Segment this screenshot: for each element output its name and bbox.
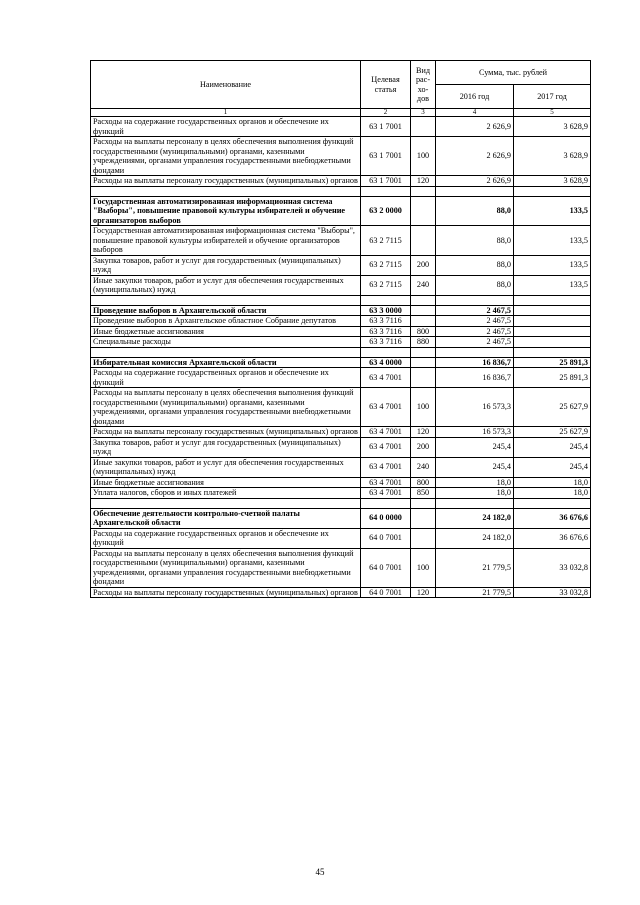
row-2017: 245,4 bbox=[514, 437, 591, 457]
row-type bbox=[411, 226, 436, 256]
row-2017: 3 628,9 bbox=[514, 137, 591, 176]
row-name: Расходы на выплаты персоналу государственных (муниципальных) органов bbox=[91, 427, 361, 438]
row-2016: 24 182,0 bbox=[436, 528, 514, 548]
row-type: 100 bbox=[411, 548, 436, 587]
row-type: 120 bbox=[411, 587, 436, 598]
index-cell: 5 bbox=[514, 109, 591, 117]
row-code: 63 4 7001 bbox=[361, 368, 411, 388]
row-2016: 2 626,9 bbox=[436, 176, 514, 187]
row-2017: 133,5 bbox=[514, 275, 591, 295]
row-name: Иные закупки товаров, работ и услуг для обеспечения государственных (муниципальных) нужд bbox=[91, 275, 361, 295]
row-name: Обеспечение деятельности контрольно-счетной палаты Архангельской области bbox=[91, 508, 361, 528]
row-2016: 24 182,0 bbox=[436, 508, 514, 528]
table-row bbox=[91, 196, 591, 226]
table-row bbox=[91, 437, 591, 457]
row-2017: 3 628,9 bbox=[514, 176, 591, 187]
row-type: 850 bbox=[411, 488, 436, 499]
row-2016: 16 573,3 bbox=[436, 388, 514, 427]
row-2017: 36 676,6 bbox=[514, 528, 591, 548]
row-2017 bbox=[514, 337, 591, 348]
budget-table bbox=[90, 60, 591, 598]
table-row bbox=[91, 275, 591, 295]
table-row bbox=[91, 255, 591, 275]
table-row bbox=[91, 587, 591, 598]
header-row bbox=[91, 61, 591, 85]
row-2017: 25 627,9 bbox=[514, 427, 591, 438]
row-2017: 25 891,3 bbox=[514, 368, 591, 388]
row-2016: 16 573,3 bbox=[436, 427, 514, 438]
row-name: Проведение выборов в Архангельское областное Собрание депутатов bbox=[91, 316, 361, 327]
table-row bbox=[91, 305, 591, 316]
row-name: Расходы на содержание государственных органов и обеспечение их функций bbox=[91, 368, 361, 388]
table-row bbox=[91, 176, 591, 187]
row-type bbox=[411, 196, 436, 226]
row-type bbox=[411, 508, 436, 528]
row-2017: 18,0 bbox=[514, 477, 591, 488]
row-type bbox=[411, 357, 436, 368]
row-code: 63 4 0000 bbox=[361, 357, 411, 368]
header-code: Целевая статья bbox=[361, 61, 411, 109]
spacer-row bbox=[91, 498, 591, 508]
row-2017: 133,5 bbox=[514, 196, 591, 226]
row-2016: 245,4 bbox=[436, 457, 514, 477]
row-name: Расходы на содержание государственных органов и обеспечение их функций bbox=[91, 117, 361, 137]
index-row bbox=[91, 109, 591, 117]
row-type: 200 bbox=[411, 437, 436, 457]
row-2016: 88,0 bbox=[436, 275, 514, 295]
row-code: 63 1 7001 bbox=[361, 137, 411, 176]
row-name: Иные закупки товаров, работ и услуг для обеспечения государственных (муниципальных) нужд bbox=[91, 457, 361, 477]
row-2017: 33 032,8 bbox=[514, 587, 591, 598]
row-type bbox=[411, 528, 436, 548]
table-row bbox=[91, 548, 591, 587]
spacer-row bbox=[91, 347, 591, 357]
table-row bbox=[91, 488, 591, 499]
row-name: Расходы на выплаты персоналу в целях обеспечения выполнения функций государственными (муниципальными) органами, казенными учреждениями, органами управления государственными внебюджетными фондами bbox=[91, 137, 361, 176]
row-type: 240 bbox=[411, 457, 436, 477]
row-code: 63 3 7116 bbox=[361, 316, 411, 327]
table-row bbox=[91, 427, 591, 438]
row-2017 bbox=[514, 316, 591, 327]
row-name: Расходы на выплаты персоналу государственных (муниципальных) органов bbox=[91, 587, 361, 598]
row-2016: 2 626,9 bbox=[436, 117, 514, 137]
row-code: 63 4 7001 bbox=[361, 427, 411, 438]
row-2017: 133,5 bbox=[514, 226, 591, 256]
row-type: 120 bbox=[411, 427, 436, 438]
row-name: Расходы на выплаты персоналу в целях обеспечения выполнения функций государственными (муниципальными) органами, казенными учреждениями, органами управления государственными внебюджетными фондами bbox=[91, 548, 361, 587]
row-2016: 2 467,5 bbox=[436, 337, 514, 348]
row-2016: 2 626,9 bbox=[436, 137, 514, 176]
row-type: 100 bbox=[411, 137, 436, 176]
row-type bbox=[411, 117, 436, 137]
row-code: 63 3 7116 bbox=[361, 326, 411, 337]
table-row bbox=[91, 117, 591, 137]
row-2017: 133,5 bbox=[514, 255, 591, 275]
row-code: 63 2 7115 bbox=[361, 255, 411, 275]
row-name: Закупка товаров, работ и услуг для государственных (муниципальных) нужд bbox=[91, 255, 361, 275]
row-code: 64 0 7001 bbox=[361, 548, 411, 587]
spacer-row bbox=[91, 186, 591, 196]
table-row bbox=[91, 477, 591, 488]
page-number: 45 bbox=[315, 867, 325, 877]
row-2017 bbox=[514, 305, 591, 316]
header-year-2016: 2016 год bbox=[436, 85, 514, 109]
row-2017: 25 627,9 bbox=[514, 388, 591, 427]
row-2016: 2 467,5 bbox=[436, 305, 514, 316]
row-name: Расходы на содержание государственных органов и обеспечение их функций bbox=[91, 528, 361, 548]
table-row bbox=[91, 388, 591, 427]
row-name: Закупка товаров, работ и услуг для государственных (муниципальных) нужд bbox=[91, 437, 361, 457]
table-row bbox=[91, 357, 591, 368]
row-2016: 21 779,5 bbox=[436, 548, 514, 587]
table-row bbox=[91, 337, 591, 348]
header-sum: Сумма, тыс. рублей bbox=[436, 61, 591, 85]
row-type: 800 bbox=[411, 326, 436, 337]
row-2017: 36 676,6 bbox=[514, 508, 591, 528]
row-name: Специальные расходы bbox=[91, 337, 361, 348]
row-2016: 16 836,7 bbox=[436, 357, 514, 368]
row-code: 63 2 7115 bbox=[361, 275, 411, 295]
row-2017: 25 891,3 bbox=[514, 357, 591, 368]
row-name: Государственная автоматизированная информационная система "Выборы", повышение правовой культуры избирателей и обучение организаторов выборов bbox=[91, 226, 361, 256]
index-cell: 1 bbox=[91, 109, 361, 117]
row-code: 63 1 7001 bbox=[361, 176, 411, 187]
row-2016: 88,0 bbox=[436, 226, 514, 256]
row-type: 880 bbox=[411, 337, 436, 348]
row-name: Иные бюджетные ассигнования bbox=[91, 477, 361, 488]
header-type: Вид рас-хо-дов bbox=[411, 61, 436, 109]
table-row bbox=[91, 457, 591, 477]
table-row bbox=[91, 528, 591, 548]
row-code: 64 0 7001 bbox=[361, 528, 411, 548]
row-2017: 3 628,9 bbox=[514, 117, 591, 137]
spacer-row bbox=[91, 295, 591, 305]
row-name: Уплата налогов, сборов и иных платежей bbox=[91, 488, 361, 499]
row-code: 64 0 7001 bbox=[361, 587, 411, 598]
row-2016: 2 467,5 bbox=[436, 316, 514, 327]
row-code: 63 4 7001 bbox=[361, 488, 411, 499]
row-name: Расходы на выплаты персоналу государственных (муниципальных) органов bbox=[91, 176, 361, 187]
table-row bbox=[91, 316, 591, 327]
row-code: 63 2 7115 bbox=[361, 226, 411, 256]
row-name: Государственная автоматизированная информационная система "Выборы", повышение правовой культуры избирателей и обучение организаторов выборов bbox=[91, 196, 361, 226]
row-type: 240 bbox=[411, 275, 436, 295]
row-2016: 16 836,7 bbox=[436, 368, 514, 388]
header-year-2017: 2017 год bbox=[514, 85, 591, 109]
table-row bbox=[91, 368, 591, 388]
row-2017: 18,0 bbox=[514, 488, 591, 499]
row-2016: 88,0 bbox=[436, 255, 514, 275]
row-code: 64 0 0000 bbox=[361, 508, 411, 528]
header-name: Наименование bbox=[91, 61, 361, 109]
row-code: 63 4 7001 bbox=[361, 477, 411, 488]
row-name: Избирательная комиссия Архангельской области bbox=[91, 357, 361, 368]
row-type bbox=[411, 368, 436, 388]
row-2017 bbox=[514, 326, 591, 337]
index-cell: 4 bbox=[436, 109, 514, 117]
index-cell: 3 bbox=[411, 109, 436, 117]
row-name: Проведение выборов в Архангельской области bbox=[91, 305, 361, 316]
row-type: 200 bbox=[411, 255, 436, 275]
row-name: Расходы на выплаты персоналу в целях обеспечения выполнения функций государственными (муниципальными) органами, казенными учреждениями, органами управления государственными внебюджетными фондами bbox=[91, 388, 361, 427]
row-code: 63 3 7116 bbox=[361, 337, 411, 348]
row-2016: 88,0 bbox=[436, 196, 514, 226]
table-row bbox=[91, 326, 591, 337]
row-code: 63 4 7001 bbox=[361, 388, 411, 427]
row-2017: 33 032,8 bbox=[514, 548, 591, 587]
row-2017: 245,4 bbox=[514, 457, 591, 477]
row-type: 100 bbox=[411, 388, 436, 427]
row-code: 63 2 0000 bbox=[361, 196, 411, 226]
index-cell: 2 bbox=[361, 109, 411, 117]
row-type bbox=[411, 305, 436, 316]
row-type bbox=[411, 316, 436, 327]
row-2016: 18,0 bbox=[436, 488, 514, 499]
table-row bbox=[91, 508, 591, 528]
row-2016: 21 779,5 bbox=[436, 587, 514, 598]
row-2016: 245,4 bbox=[436, 437, 514, 457]
table-row bbox=[91, 137, 591, 176]
row-type: 120 bbox=[411, 176, 436, 187]
table-row bbox=[91, 226, 591, 256]
row-code: 63 4 7001 bbox=[361, 457, 411, 477]
row-name: Иные бюджетные ассигнования bbox=[91, 326, 361, 337]
row-code: 63 1 7001 bbox=[361, 117, 411, 137]
row-2016: 2 467,5 bbox=[436, 326, 514, 337]
row-code: 63 4 7001 bbox=[361, 437, 411, 457]
row-code: 63 3 0000 bbox=[361, 305, 411, 316]
row-2016: 18,0 bbox=[436, 477, 514, 488]
row-type: 800 bbox=[411, 477, 436, 488]
